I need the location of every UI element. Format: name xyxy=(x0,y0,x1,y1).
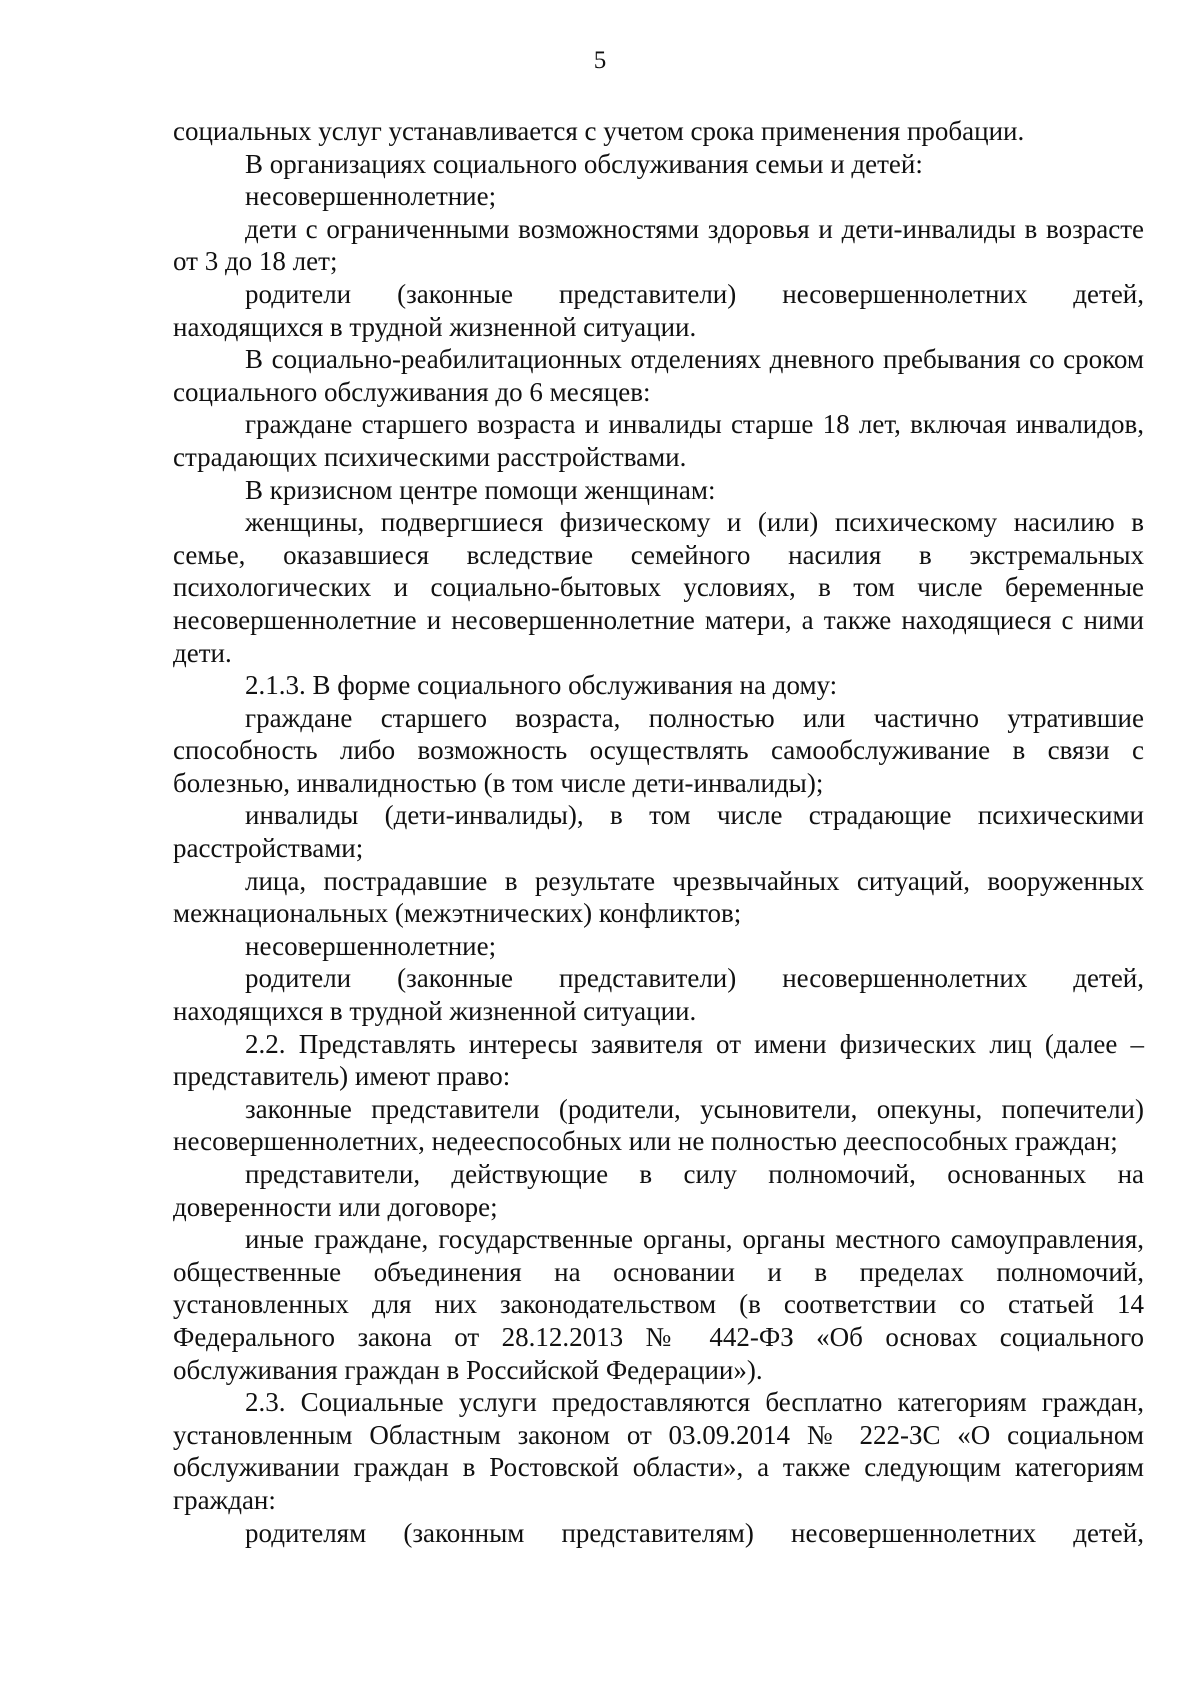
list-item-minors-home: несовершеннолетние; xyxy=(245,930,497,961)
list-item-power-of-attorney: представители, действующие в силу полномочий, основанных на доверенности или договоре; xyxy=(173,1159,1144,1222)
paragraph-crisis-center: В кризисном центре помощи женщинам: xyxy=(245,474,716,505)
list-item-elderly-home: граждане старшего возраста, полностью или частично утратившие способность либо возможность осуществлять самообслуживание в связи с болезнью, инвалидностью (в том числе дети-инвалиды); xyxy=(173,702,1144,798)
list-item-emergency-victims: лица, пострадавшие в результате чрезвычайных ситуаций, вооруженных межнациональных (межэтнических) конфликтов; xyxy=(173,865,1144,929)
paragraph-continuation: социальных услуг устанавливается с учетом срока применения пробации. xyxy=(173,116,1025,146)
list-item-disabled-mental: инвалиды (дети-инвалиды), в том числе страдающие психическими расстройствами; xyxy=(173,800,1144,864)
page-number: 5 xyxy=(593,47,607,74)
list-item-parents-home: родители (законные представители) несовершеннолетних детей, находящихся в трудной жизненной ситуации. xyxy=(173,963,1144,1027)
paragraph-rehab-departments: В социально-реабилитационных отделениях дневного пребывания со сроком социального обслуживания до 6 месяцев: xyxy=(173,344,1144,407)
section-2-3-paragraph: 2.3. Социальные услуги предоставляются бесплатно категориям граждан, установленным Областным законом от 03.09.2014 № 222-ЗС «О социальном обслуживании граждан в Ростовской области», а также следующим категориям граждан: xyxy=(173,1387,1144,1515)
list-item-other-citizens: иные граждане, государственные органы, органы местного самоуправления, общественные объединения на основании и в пределах полномочий, установленных для них законодательством (в соответствии со статьей 14 Федерального закона от 28.12.2013 № 442-ФЗ «Об основах социального обслуживания граждан в Российской Федерации»). xyxy=(173,1224,1144,1385)
list-item-legal-representatives: законные представители (родители, усыновители, опекуны, попечители) несовершеннолетних, недееспособных или не полностью дееспособных граждан; xyxy=(173,1093,1144,1157)
document-body xyxy=(173,115,1144,1549)
paragraph-family-children-orgs: В организациях социального обслуживания семьи и детей: xyxy=(245,148,923,179)
list-item-parents-free: родителям (законным представителям) несовершеннолетних детей, xyxy=(245,1517,1144,1548)
section-2-2-paragraph: 2.2. Представлять интересы заявителя от имени физических лиц (далее – представитель) имеют право: xyxy=(173,1028,1144,1092)
section-2-1-3-heading: 2.1.3. В форме социального обслуживания на дому: xyxy=(245,670,838,701)
list-item-women-violence: женщины, подвергшиеся физическому и (или) психическому насилию в семье, оказавшиеся вследствие семейного насилия в экстремальных психологических и социально-бытовых условиях, в том числе беременные несовершеннолетние и несовершеннолетние матери, а также находящиеся с ними дети. xyxy=(173,507,1144,668)
list-item-disabled-children: дети с ограниченными возможностями здоровья и дети-инвалиды в возрасте от 3 до 18 лет; xyxy=(173,213,1144,277)
list-item-elderly-disabled: граждане старшего возраста и инвалиды старше 18 лет, включая инвалидов, страдающих психическими расстройствами. xyxy=(173,409,1144,472)
list-item-minors: несовершеннолетние; xyxy=(245,181,497,212)
list-item-parents: родители (законные представители) несовершеннолетних детей, находящихся в трудной жизненной ситуации. xyxy=(173,278,1144,342)
